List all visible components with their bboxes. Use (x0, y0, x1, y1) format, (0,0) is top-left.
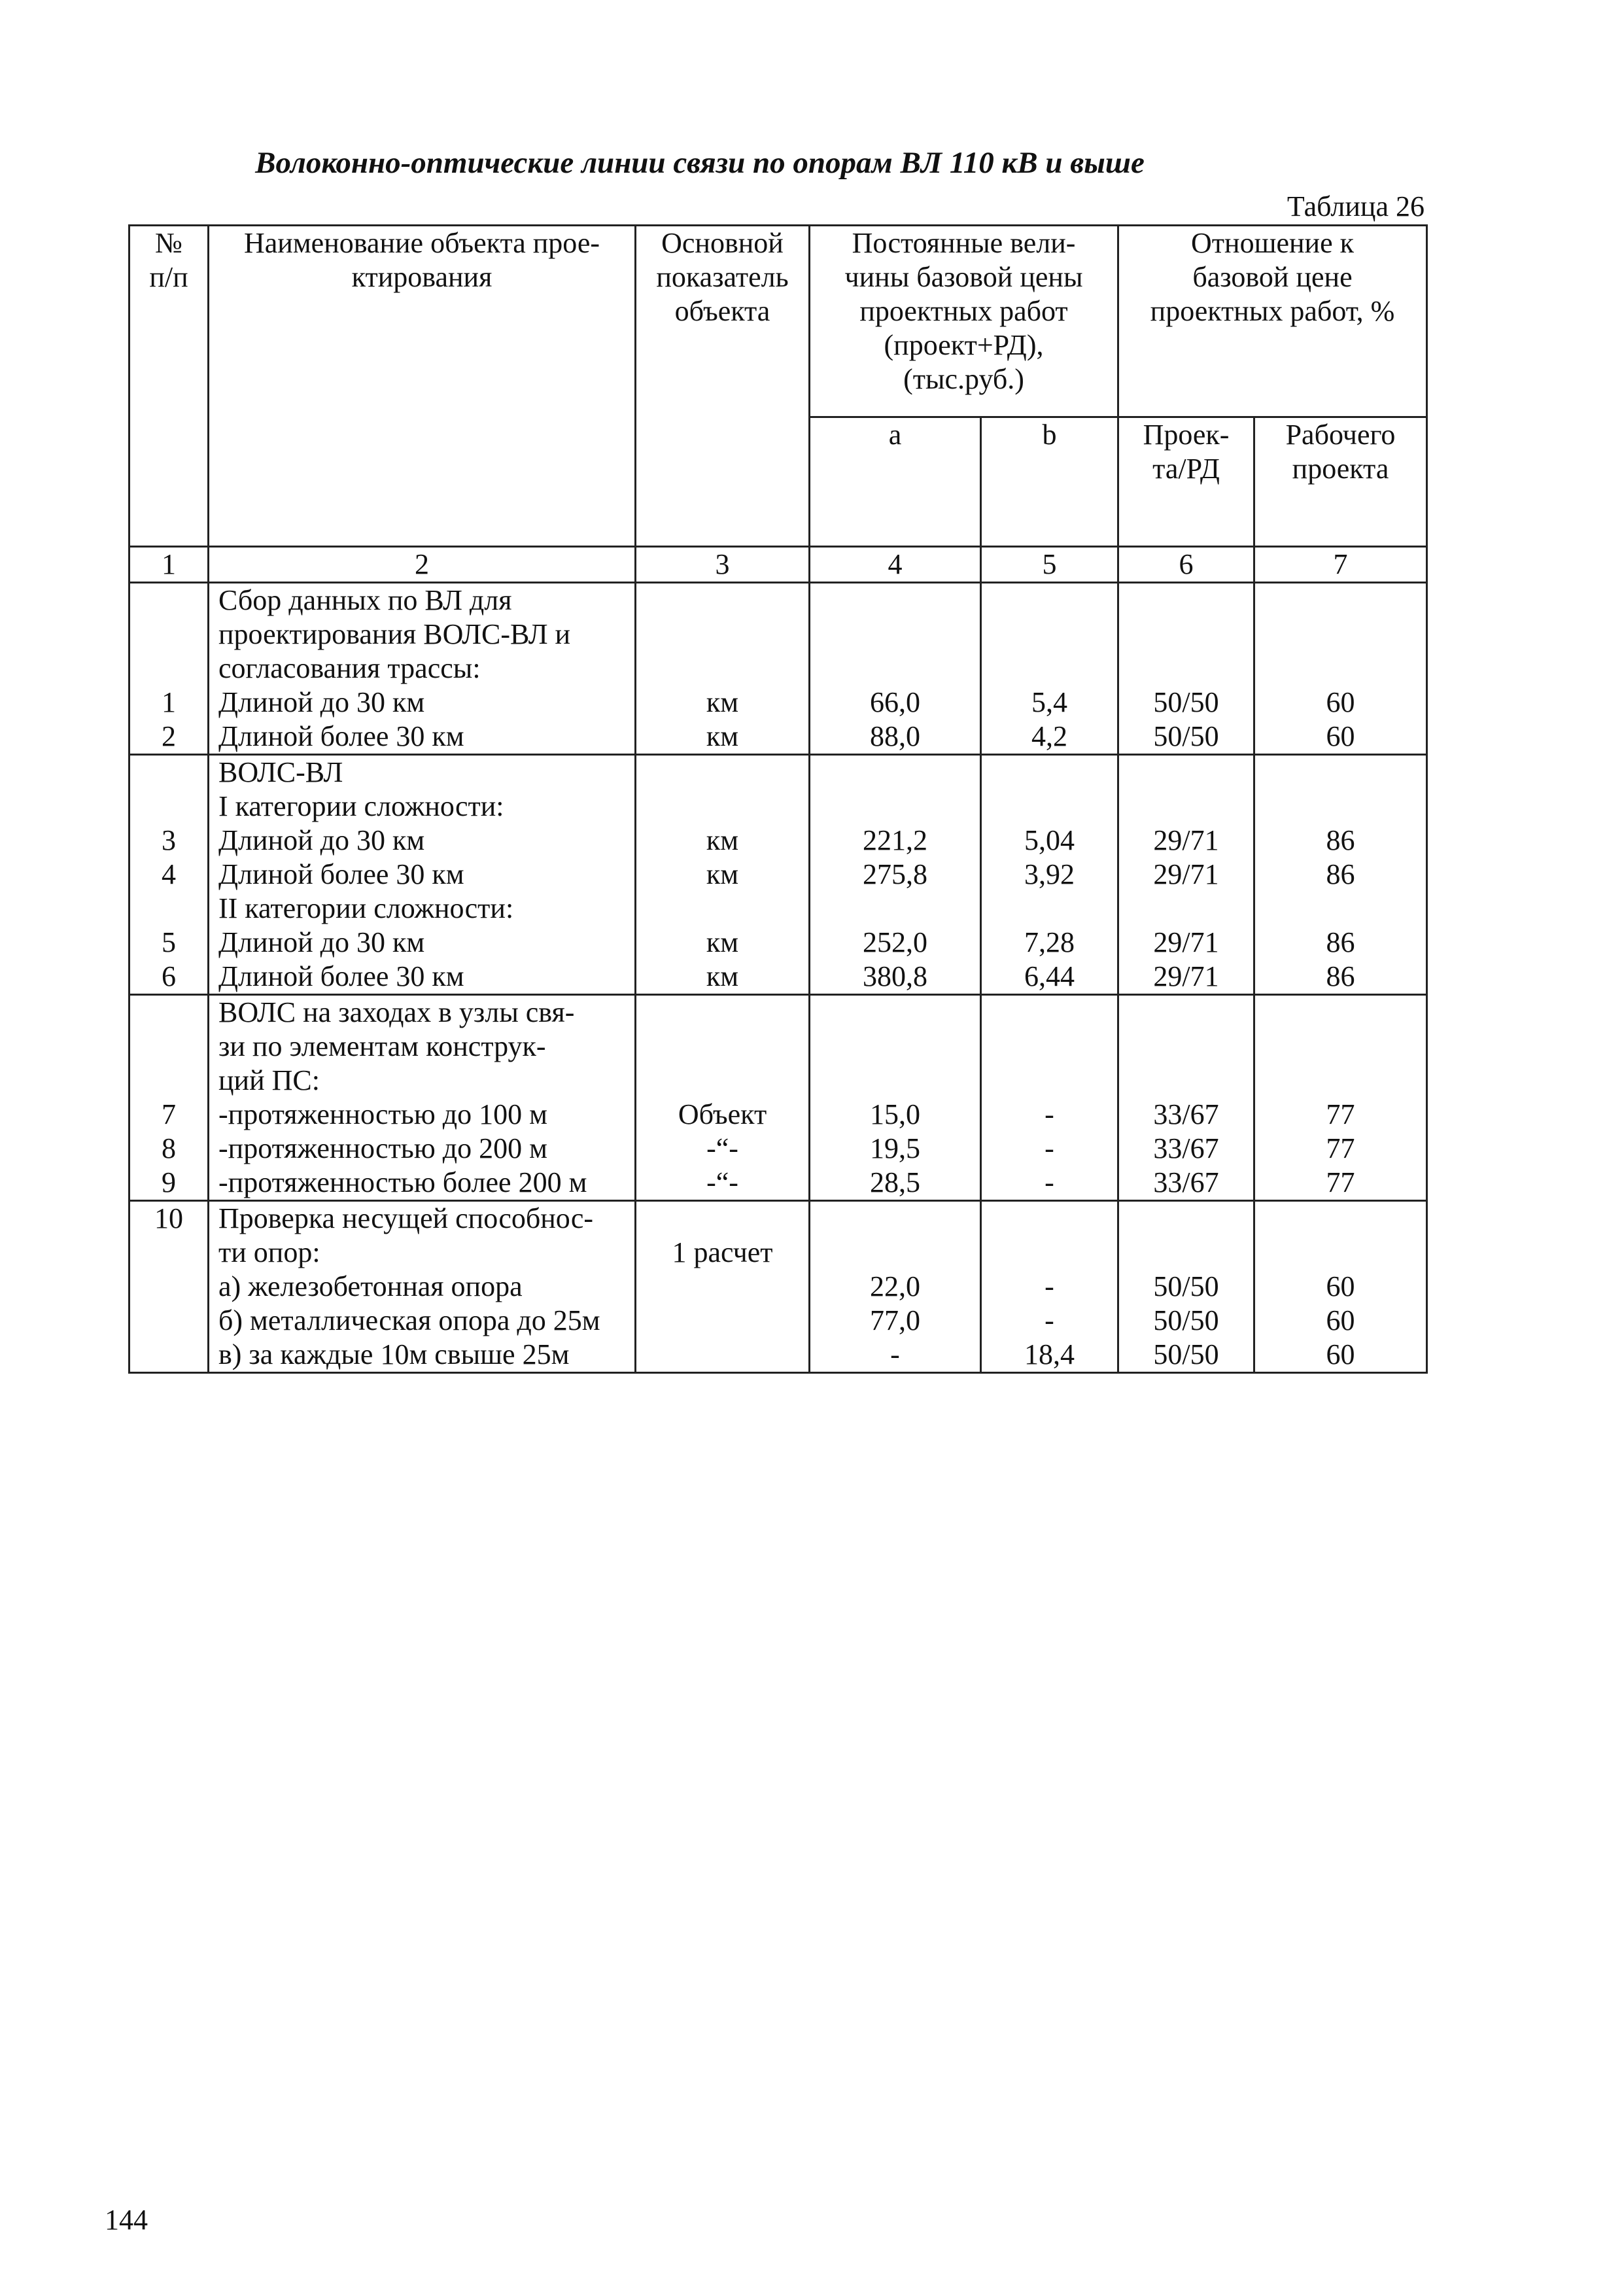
value-b (991, 756, 1108, 790)
object-name: ВОЛС-ВЛ (218, 756, 343, 788)
object-name: Сбор данных по ВЛ для (218, 584, 512, 616)
column-number: 7 (1254, 547, 1427, 583)
row-number (139, 790, 198, 824)
header-line: (проект+РД), (884, 329, 1044, 361)
row-number-cell (130, 1201, 209, 1373)
ratio-working-project: 60 (1326, 1338, 1355, 1370)
ratio-working-project: 77 (1326, 1098, 1355, 1130)
value-b: 18,4 (1024, 1338, 1075, 1370)
base-indicator-cell (636, 583, 810, 755)
value-b: 6,44 (1024, 960, 1075, 992)
header-line: п/п (149, 261, 188, 293)
column-number: 2 (209, 547, 636, 583)
row-number (139, 756, 198, 790)
ratio-project-rd (1128, 652, 1244, 686)
ratio-project-rd (1128, 583, 1244, 617)
object-name: Проверка несущей способнос- (218, 1202, 594, 1234)
ratio-working-project: 60 (1326, 686, 1355, 718)
value-b (991, 892, 1108, 926)
header-col-number (130, 226, 209, 547)
value-a-cell (810, 755, 981, 995)
ratio-working-project (1264, 892, 1417, 926)
value-a: 88,0 (870, 720, 920, 752)
ratio-working-project-cell (1254, 1201, 1427, 1373)
value-a (820, 1202, 971, 1236)
row-number (139, 892, 198, 926)
row-number: 2 (162, 720, 176, 752)
value-b: - (1045, 1098, 1054, 1130)
value-a-cell (810, 583, 981, 755)
column-number-row (130, 547, 1427, 583)
ratio-project-rd (1128, 996, 1244, 1030)
value-a (820, 892, 971, 926)
base-indicator: -“- (706, 1166, 738, 1198)
object-name-cell (209, 995, 636, 1201)
value-a (820, 756, 971, 790)
object-name: -протяженностью до 100 м (218, 1098, 547, 1130)
ratio-working-project (1264, 617, 1417, 652)
ratio-working-project: 77 (1326, 1166, 1355, 1198)
object-name: ций ПС: (218, 1064, 320, 1096)
value-b (991, 1064, 1108, 1098)
ratio-working-project: 86 (1326, 926, 1355, 958)
column-number: 1 (130, 547, 209, 583)
object-name-cell (209, 1201, 636, 1373)
header-line: ктирования (351, 261, 492, 293)
value-b: - (1045, 1270, 1054, 1302)
column-number: 4 (810, 547, 981, 583)
value-b-cell (981, 583, 1118, 755)
header-col-base-price (810, 226, 1118, 417)
base-indicator (646, 652, 799, 686)
base-indicator (646, 756, 799, 790)
ratio-working-project (1264, 1236, 1417, 1270)
base-indicator: 1 расчет (672, 1236, 773, 1268)
object-name-cell (209, 583, 636, 755)
base-indicator: км (706, 686, 739, 718)
ratio-project-rd: 50/50 (1153, 1270, 1219, 1302)
ratio-project-rd: 33/67 (1153, 1166, 1219, 1198)
base-indicator-cell (636, 755, 810, 995)
base-indicator: км (706, 926, 739, 958)
value-a (820, 652, 971, 686)
object-name: Длиной до 30 км (218, 686, 425, 718)
object-name: Длиной более 30 км (218, 960, 464, 992)
header-line: чины базовой цены (844, 261, 1083, 293)
object-name: -протяженностью более 200 м (218, 1166, 587, 1198)
value-a: 28,5 (870, 1166, 920, 1198)
value-a: 77,0 (870, 1304, 920, 1336)
value-b: 3,92 (1024, 858, 1075, 890)
ratio-project-rd: 50/50 (1153, 1338, 1219, 1370)
row-number-cell (130, 755, 209, 995)
value-a (820, 1030, 971, 1064)
value-a (820, 1064, 971, 1098)
object-name-cell (209, 755, 636, 995)
ratio-project-rd-cell (1118, 755, 1254, 995)
ratio-working-project-cell (1254, 995, 1427, 1201)
object-name: I категории сложности: (218, 790, 504, 822)
value-a: 15,0 (870, 1098, 920, 1130)
ratio-project-rd (1128, 756, 1244, 790)
header-line: та/РД (1152, 453, 1220, 485)
ratio-working-project: 77 (1326, 1132, 1355, 1164)
value-b: - (1045, 1304, 1054, 1336)
object-name: проектирования ВОЛС-ВЛ и (218, 618, 571, 650)
value-a (820, 617, 971, 652)
table-label: Таблица 26 (1287, 190, 1425, 222)
value-a: 380,8 (863, 960, 927, 992)
object-name: II категории сложности: (218, 892, 514, 924)
base-indicator (646, 1064, 799, 1098)
page-title: Волоконно-оптические линии связи по опорам ВЛ 110 кВ и выше (255, 146, 1145, 180)
header-line: показатель (656, 261, 789, 293)
ratio-working-project (1264, 756, 1417, 790)
row-number: 1 (162, 686, 176, 718)
object-name: б) металлическая опора до 25м (218, 1304, 600, 1336)
ratio-project-rd (1128, 1064, 1244, 1098)
row-number (139, 1064, 198, 1098)
value-b (991, 1030, 1108, 1064)
header-line: Проек- (1143, 419, 1230, 451)
header-sub-project-rd (1118, 417, 1254, 547)
value-b (991, 617, 1108, 652)
table-row-group (130, 995, 1427, 1201)
ratio-project-rd (1128, 617, 1244, 652)
ratio-project-rd: 33/67 (1153, 1132, 1219, 1164)
row-number: 10 (154, 1202, 183, 1234)
header-line: Постоянные вели- (852, 227, 1076, 259)
ratio-project-rd (1128, 1236, 1244, 1270)
base-indicator (646, 1270, 799, 1304)
header-line: базовой цене (1192, 261, 1353, 293)
ratio-working-project: 86 (1326, 858, 1355, 890)
ratio-working-project (1264, 1202, 1417, 1236)
object-name: в) за каждые 10м свыше 25м (218, 1338, 570, 1370)
ratio-working-project-cell (1254, 755, 1427, 995)
header-col-ratio (1118, 226, 1427, 417)
object-name: зи по элементам конструк- (218, 1030, 546, 1062)
value-b-cell (981, 995, 1118, 1201)
ratio-working-project (1264, 1064, 1417, 1098)
column-number: 3 (636, 547, 810, 583)
ratio-working-project-cell (1254, 583, 1427, 755)
ratio-working-project: 86 (1326, 824, 1355, 856)
ratio-working-project (1264, 996, 1417, 1030)
row-number: 5 (162, 926, 176, 958)
row-number (139, 1338, 198, 1372)
ratio-project-rd (1128, 790, 1244, 824)
base-indicator (646, 1030, 799, 1064)
ratio-working-project (1264, 583, 1417, 617)
ratio-working-project (1264, 1030, 1417, 1064)
value-b: 5,04 (1024, 824, 1075, 856)
base-indicator: Объект (678, 1098, 767, 1130)
header-col-indicator (636, 226, 810, 547)
value-a: 66,0 (870, 686, 920, 718)
base-indicator: км (706, 720, 739, 752)
value-a (820, 790, 971, 824)
value-b: - (1045, 1132, 1054, 1164)
ratio-working-project: 60 (1326, 1270, 1355, 1302)
object-name: Длиной более 30 км (218, 858, 464, 890)
ratio-working-project (1264, 790, 1417, 824)
ratio-project-rd-cell (1118, 583, 1254, 755)
object-name: -протяженностью до 200 м (218, 1132, 547, 1164)
value-a: 19,5 (870, 1132, 920, 1164)
value-a: 22,0 (870, 1270, 920, 1302)
row-number-cell (130, 995, 209, 1201)
header-sub-working-project (1254, 417, 1427, 547)
row-number: 7 (162, 1098, 176, 1130)
base-indicator (646, 996, 799, 1030)
base-indicator (646, 617, 799, 652)
ratio-project-rd: 50/50 (1153, 720, 1219, 752)
object-name: Длиной до 30 км (218, 926, 425, 958)
object-name: ВОЛС на заходах в узлы свя- (218, 996, 575, 1028)
row-number (139, 1304, 198, 1338)
value-a: - (890, 1338, 900, 1370)
base-indicator: км (706, 824, 739, 856)
table-row-group (130, 583, 1427, 755)
base-indicator (646, 1202, 799, 1236)
header-line: Отношение к (1191, 227, 1354, 259)
value-b-cell (981, 755, 1118, 995)
value-a-cell (810, 995, 981, 1201)
ratio-project-rd-cell (1118, 995, 1254, 1201)
value-a: 221,2 (863, 824, 927, 856)
ratio-project-rd: 50/50 (1153, 1304, 1219, 1336)
header-line: № (155, 227, 182, 259)
value-a: 252,0 (863, 926, 927, 958)
header-line: Рабочего (1285, 419, 1396, 451)
base-indicator: км (706, 858, 739, 890)
header-line: проектных работ, % (1150, 295, 1395, 327)
ratio-project-rd: 29/71 (1153, 960, 1219, 992)
row-number (139, 1030, 198, 1064)
object-name: Длиной до 30 км (218, 824, 425, 856)
value-b (991, 583, 1108, 617)
table-row-group (130, 1201, 1427, 1373)
row-number: 3 (162, 824, 176, 856)
row-number-cell (130, 583, 209, 755)
base-indicator-cell (636, 995, 810, 1201)
header-row (130, 226, 1427, 417)
ratio-project-rd: 29/71 (1153, 858, 1219, 890)
value-a (820, 583, 971, 617)
value-b-cell (981, 1201, 1118, 1373)
header-sub-b: b (981, 417, 1118, 547)
ratio-project-rd: 33/67 (1153, 1098, 1219, 1130)
base-indicator (646, 583, 799, 617)
value-a (820, 1236, 971, 1270)
ratio-project-rd (1128, 892, 1244, 926)
row-number: 8 (162, 1132, 176, 1164)
row-number (139, 617, 198, 652)
table-row-group (130, 755, 1427, 995)
base-indicator (646, 1304, 799, 1338)
value-b (991, 1202, 1108, 1236)
row-number (139, 652, 198, 686)
base-indicator-cell (636, 1201, 810, 1373)
value-a: 275,8 (863, 858, 927, 890)
header-line: проекта (1292, 453, 1389, 485)
column-number: 6 (1118, 547, 1254, 583)
base-indicator: км (706, 960, 739, 992)
row-number (139, 1270, 198, 1304)
value-b (991, 996, 1108, 1030)
header-line: проектных работ (859, 295, 1068, 327)
row-number (139, 996, 198, 1030)
row-number: 9 (162, 1166, 176, 1198)
ratio-project-rd-cell (1118, 1201, 1254, 1373)
ratio-project-rd: 29/71 (1153, 824, 1219, 856)
rates-table (128, 224, 1428, 1374)
object-name: а) железобетонная опора (218, 1270, 523, 1302)
header-line: Основной (661, 227, 784, 259)
base-indicator (646, 892, 799, 926)
base-indicator: -“- (706, 1132, 738, 1164)
object-name: Длиной более 30 км (218, 720, 464, 752)
column-number: 5 (981, 547, 1118, 583)
object-name: ти опор: (218, 1236, 320, 1268)
base-indicator (646, 790, 799, 824)
header-line: (тыс.руб.) (903, 363, 1024, 395)
row-number: 6 (162, 960, 176, 992)
value-b: - (1045, 1166, 1054, 1198)
ratio-working-project: 60 (1326, 1304, 1355, 1336)
value-b (991, 1236, 1108, 1270)
value-b: 4,2 (1031, 720, 1067, 752)
value-a-cell (810, 1201, 981, 1373)
ratio-project-rd (1128, 1030, 1244, 1064)
ratio-working-project: 60 (1326, 720, 1355, 752)
ratio-working-project: 86 (1326, 960, 1355, 992)
row-number: 4 (162, 858, 176, 890)
row-number (139, 1236, 198, 1270)
ratio-project-rd: 29/71 (1153, 926, 1219, 958)
value-b: 5,4 (1031, 686, 1067, 718)
header-sub-a: a (810, 417, 981, 547)
header-line: объекта (674, 295, 770, 327)
header-col-name (209, 226, 636, 547)
base-indicator (646, 1338, 799, 1372)
header-line: Наименование объекта прое- (243, 227, 600, 259)
value-a (820, 996, 971, 1030)
page-number: 144 (105, 2204, 148, 2236)
ratio-project-rd (1128, 1202, 1244, 1236)
value-b (991, 652, 1108, 686)
value-b (991, 790, 1108, 824)
row-number (139, 583, 198, 617)
ratio-working-project (1264, 652, 1417, 686)
value-b: 7,28 (1024, 926, 1075, 958)
ratio-project-rd: 50/50 (1153, 686, 1219, 718)
object-name: согласования трассы: (218, 652, 481, 684)
